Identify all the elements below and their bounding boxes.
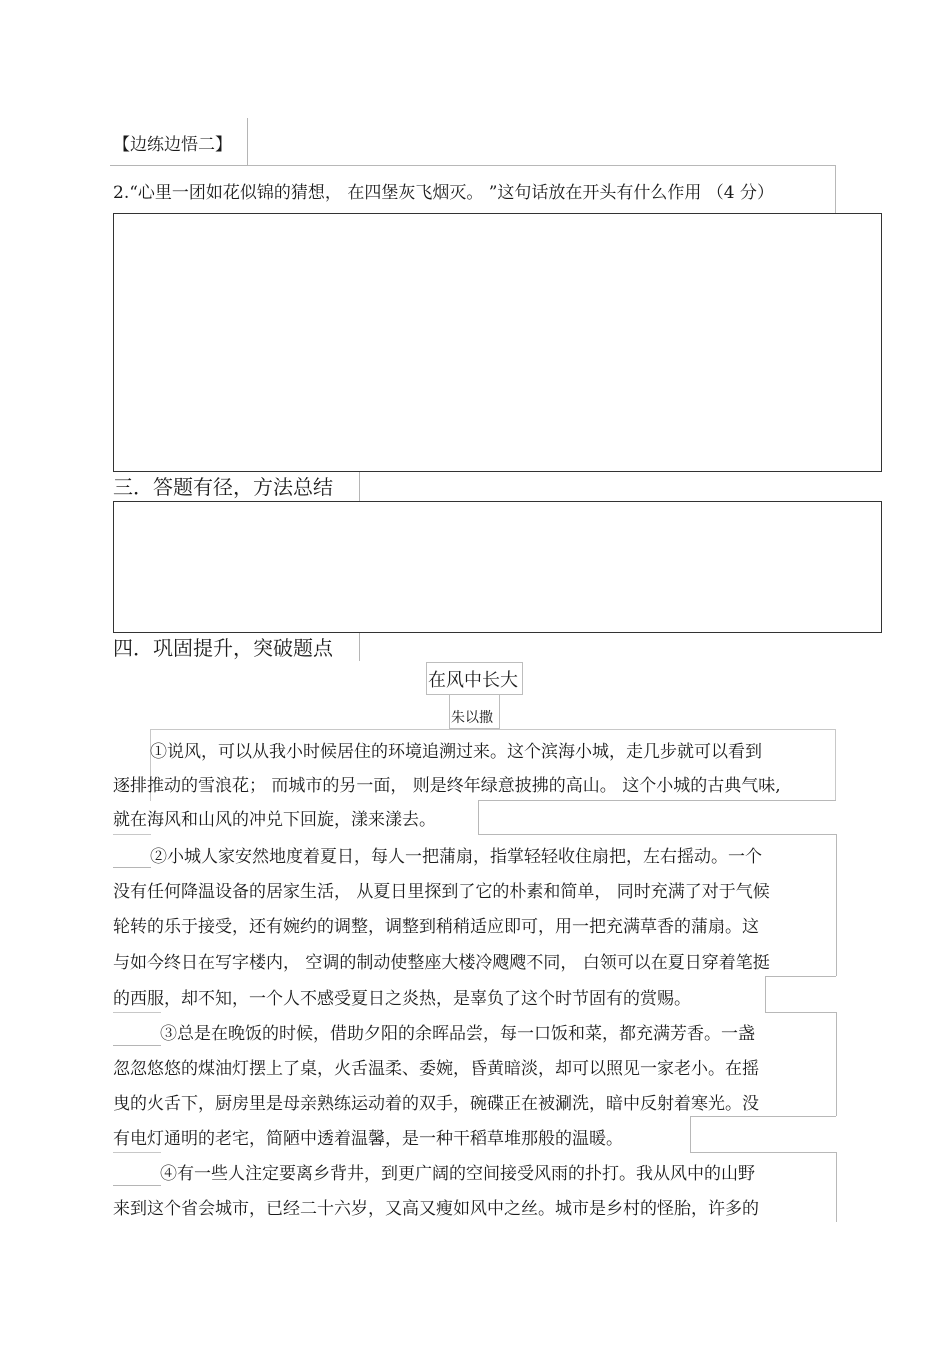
para-3-guide-top: [765, 1012, 836, 1013]
para-4-guide-top: [690, 1152, 836, 1153]
paragraph-line: 逐排推动的雪浪花； 而城市的另一面， 则是终年绿意披拂的高山。 这个小城的古典气味,: [113, 776, 781, 796]
paragraph-line: 有电灯通明的老宅，简陋中透着温馨，是一种干稻草堆那般的温暖。: [113, 1129, 623, 1149]
para-3-indent-frame: [113, 1012, 161, 1046]
para-2-guide-step: [765, 976, 766, 1012]
question-guide-top: [248, 165, 835, 166]
para-2-guide-bottom: [765, 976, 836, 977]
article-author: 朱以撒: [451, 710, 493, 726]
section-three-title-frame: [113, 472, 360, 502]
paragraph-line: ①说风，可以从我小时候居住的环境追溯过来。这个滨海小城，走几步就可以看到: [150, 742, 762, 762]
para-3-guide-right: [836, 1012, 837, 1116]
section-four-title-frame: [113, 633, 360, 661]
paragraph-line: 的西服，却不知，一个人不感受夏日之炎热，是辜负了这个时节固有的赏赐。: [113, 989, 691, 1009]
paragraph-line: 曳的火舌下，厨房里是母亲熟练运动着的双手，碗碟正在被涮洗，暗中反射着寒光。没: [113, 1094, 759, 1114]
section-three-title: 三．答题有径，方法总结: [113, 475, 333, 499]
paragraph-line: ②小城人家安然地度着夏日，每人一把蒲扇，指掌轻轻收住扇把，左右摇动。一个: [150, 847, 762, 867]
para-2-indent-frame: [113, 834, 151, 868]
para-4-guide-right: [836, 1152, 837, 1222]
para-4-indent-frame: [113, 1152, 161, 1186]
article-title: 在风中长大: [428, 670, 518, 691]
paragraph-line: 没有任何降温设备的居家生活， 从夏日里探到了它的朴素和简单， 同时充满了对于气候: [113, 882, 770, 902]
paragraph-line: ③总是在晚饭的时候，借助夕阳的余晖品尝，每一口饭和菜，都充满芳香。一盏: [160, 1024, 755, 1044]
section-four-title: 四．巩固提升，突破题点: [113, 636, 333, 660]
question-text: 2.“心里一团如花似锦的猜想， 在四堡灰飞烟灭。 ”这句话放在开头有什么作用 （4 分）: [113, 183, 775, 203]
para-2-guide-right: [836, 834, 837, 976]
paragraph-line: 与如今终日在写字楼内， 空调的制动使整座大楼冷飕飕不同， 白领可以在夏日穿着笔挺: [113, 953, 770, 973]
para-1-guide-left: [478, 800, 479, 834]
para-3-guide-step: [690, 1116, 691, 1152]
paragraph-line: 忽忽悠悠的煤油灯摆上了桌，火舌温柔、委婉，昏黄暗淡，却可以照见一家老小。在摇: [113, 1059, 759, 1079]
paragraph-line: 就在海风和山风的冲兑下回旋，漾来漾去。: [113, 810, 436, 830]
paragraph-line: ④有一些人注定要离乡背井，到更广阔的空间接受风雨的扑打。我从风中的山野: [160, 1164, 755, 1184]
answer-box-method-summary[interactable]: [113, 501, 882, 633]
practice-label: 【边练边悟二】: [113, 135, 232, 155]
answer-box-question-2[interactable]: [113, 213, 882, 472]
paragraph-line: 轮转的乐于接受，还有婉约的调整，调整到稍稍适应即可，用一把充满草香的蒲扇。这: [113, 917, 759, 937]
para-2-guide-top: [478, 834, 836, 835]
paragraph-line: 来到这个省会城市，已经二十六岁，又高又瘦如风中之丝。城市是乡村的怪胎，许多的: [113, 1199, 759, 1219]
question-guide-right: [835, 165, 836, 213]
